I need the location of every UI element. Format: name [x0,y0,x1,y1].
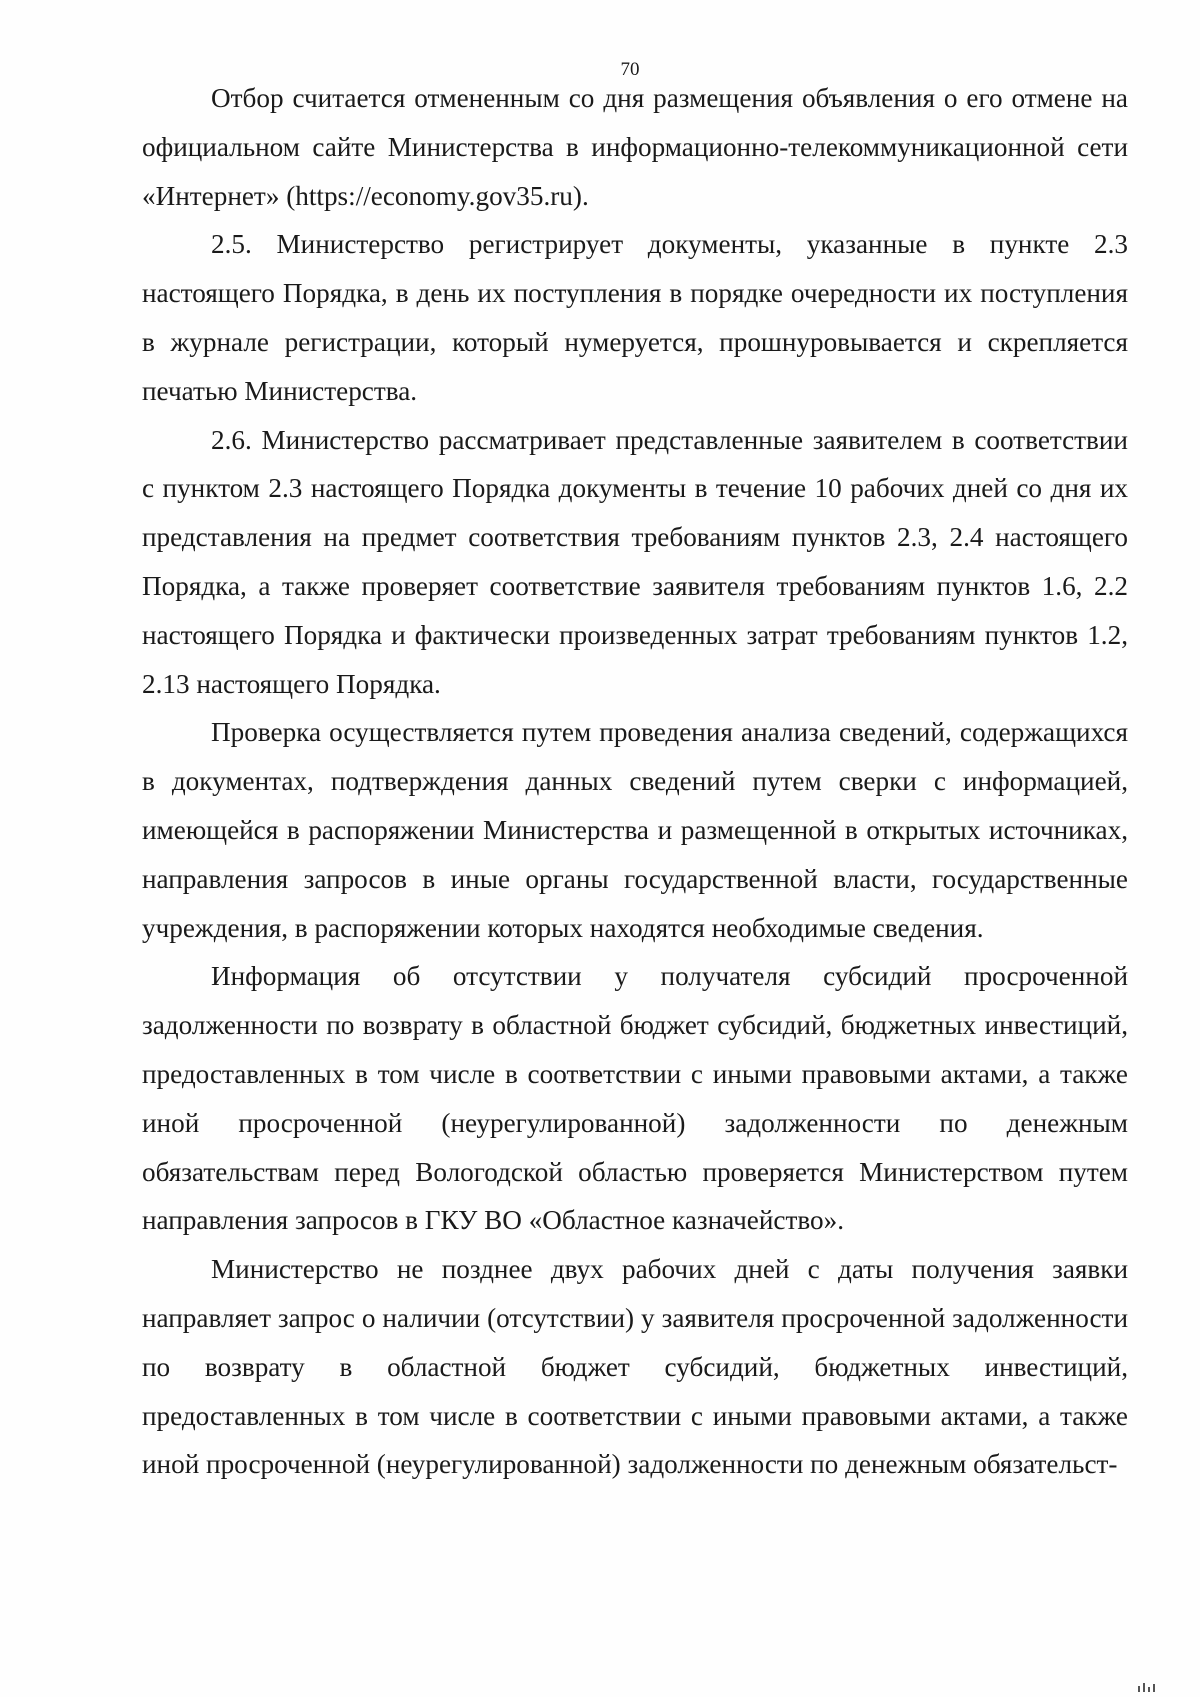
document-body [142,74,1128,1489]
paragraph-debt-information: Информация об отсутствии у получателя субсидий просроченной задолженности по возврату в областной бюджет субсидий, бюджетных инвестиций, предоставленных в том числе в соответствии с иными правовыми актами, а также иной просроченной (неурегулированной) задолженности по денежным обязательствам перед Вологодской областью проверяется Министерством путем направления запросов в ГКУ ВО «Областное казначейство». [142,961,1128,1236]
paragraph-verification: Проверка осуществляется путем проведения анализа сведений, содержащихся в документах, подтверждения данных сведений путем сверки с информацией, имеющейся в распоряжении Министерства и размещенной в открытых источниках, направления запросов в иные органы государственной власти, государственные учреждения, в распоряжении которых находятся необходимые сведения. [142,717,1128,943]
page-number: 70 [620,59,640,80]
scan-mark-decoration [1138,1682,1164,1692]
paragraph-2-5: 2.5. Министерство регистрирует документы, указанные в пункте 2.3 настоящего Порядка, в день их поступления в порядке очередности их поступления в журнале регистрации, который нумеруется, прошнуровывается и скрепляется печатью Министерства. [142,229,1128,406]
paragraph-selection-cancel: Отбор считается отмененным со дня размещения объявления о его отмене на официальном сайте Министерства в информационно-телекоммуникационной сети «Интернет» (https://economy.gov35.ru). [142,83,1128,211]
paragraph-2-6: 2.6. Министерство рассматривает представленные заявителем в соответствии с пунктом 2.3 настоящего Порядка документы в течение 10 рабочих дней со дня их представления на предмет соответствия требованиям пунктов 2.3, 2.4 настоящего Порядка, а также проверяет соответствие заявителя требованиям пунктов 1.6, 2.2 настоящего Порядка и фактически произведенных затрат требованиям пунктов 1.2, 2.13 настоящего Порядка. [142,424,1128,699]
paragraph-request: Министерство не позднее двух рабочих дней с даты получения заявки направляет запрос о наличии (отсутствии) у заявителя просроченной задолженности по возврату в областной бюджет субсидий, бюджетных инвестиций, предоставленных в том числе в соответствии с иными правовыми актами, а также иной просроченной (неурегулированной) задолженности по денежным обязательст- [142,1254,1128,1480]
